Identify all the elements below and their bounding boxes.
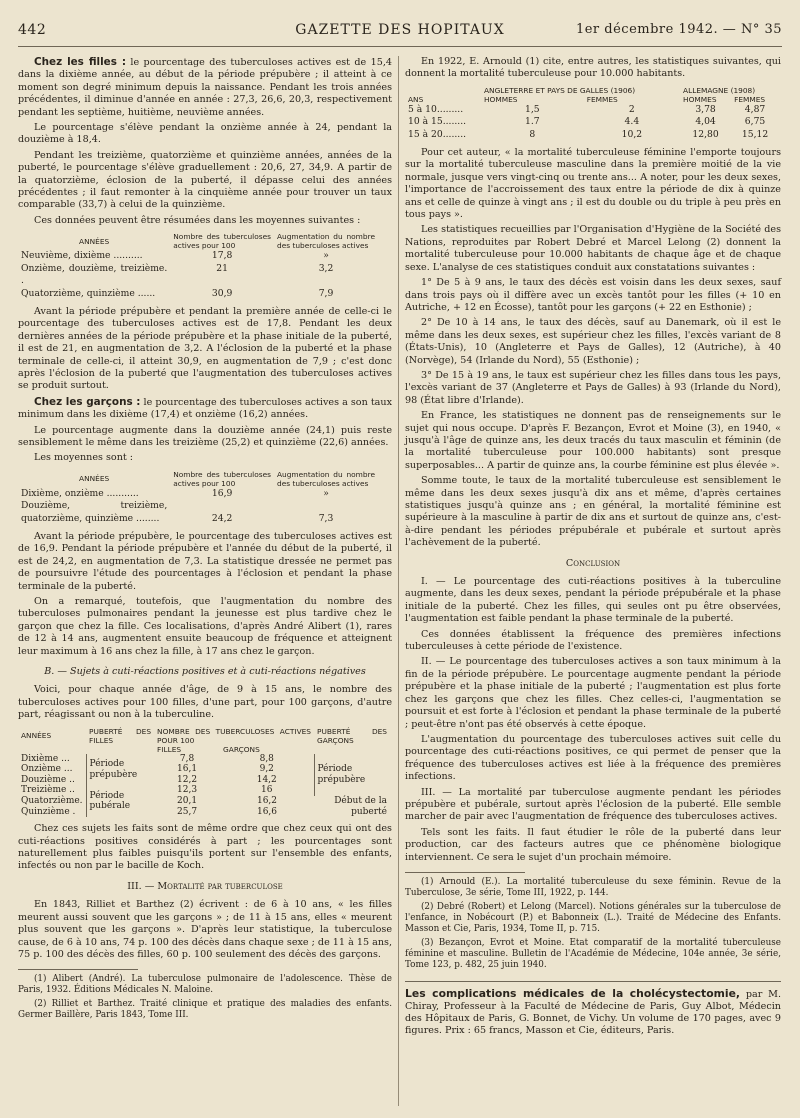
paragraph: Avant la période prépubère, le pourcentage des tuberculoses actives est de 16,9. Pendant la période prépubère et l'année du début de la puberté, il est de 24,2, en augmentation de 7,3. La statistique dressée ne permet pas de poursuivre l'étude des pourcentages à l'éclosion et pendant la phase terminale de la puberté. (18, 531, 392, 592)
table-row: 10 à 15........ 1.7 4.4 4,04 6,75 (408, 116, 766, 128)
paragraph: Tels sont les faits. Il faut étudier le rôle de la puberté dans leur production, car des facteurs autres que ce phénomène biologique interviennent. Ce sera le sujet d'un prochain mémoire. (405, 826, 781, 863)
footnote-rule (18, 969, 138, 970)
issue-date: 1er décembre 1942. — N° 35 (575, 22, 782, 37)
journal-title: GAZETTE DES HOPITAUX (295, 22, 505, 38)
paragraph: Les statistiques recueillies par l'Organisation d'Hygiène de la Société des Nations, reproduites par Robert Debré et Marcel Lelong (2) donnent la mortalité tuberculeuse pour 10.000 habitants de chaque âge et de chaque sexe. L'analyse de ces statistiques conduit aux constatations suivantes : (405, 224, 781, 273)
table-row: Onzième ... 16,1 9,2 (21, 764, 274, 775)
table-header: Nombre des tuberculoses actives pour 100 (173, 232, 271, 251)
footnote-rule (405, 872, 525, 873)
paragraph: Avant la période prépubère et pendant la première année de celle-ci le pourcentage des tuberculoses actives est de 17,8. Pendant les deux dernières années de la période prépubère et la phase initiale de la puberté, il est de 21, en augmentation de 3,2. A l'éclosion de la puberté et la phase terminale de celle-ci, il atteint 30,9, en augmentation de 7,9 ; c'est donc après l'éclosion de la puberté que l'augmentation des tuberculoses actives se produit surtout. (18, 305, 392, 392)
table-header: FEMMES (586, 94, 618, 104)
table-garcons-moyennes (18, 470, 378, 525)
table-row: Treizième .. Période pubérale 12,3 16 (18, 785, 390, 796)
subhead-filles: Chez les filles : (34, 56, 127, 68)
paragraph: Les moyennes sont : (34, 452, 134, 464)
paragraph: Chez ces sujets les faits sont de même ordre que chez ceux qui ont des cuti-réactions positives considérés à part ; les pourcentages sont naturellement plus faibles puisqu'ils portent sur l'ensemble des enfants, infectés ou non par le bacille de Koch. (18, 823, 392, 872)
table-row: Douzième, treizième, quatorzième, quinzième ........ 24,2 7,3 (21, 500, 334, 524)
table-row: Quinzième . 25,7 16,6 (21, 806, 278, 817)
table-header: ANGLETERRE ET PAYS DE GALLES (1906) (484, 85, 636, 95)
text: le pourcentage des tuberculoses actives a son taux minimum dans les dixième (17,4) et onzième (16,2) années. (18, 396, 392, 421)
table-row: Dixième ... Période prépubère 7,8 8,8 Période prépubère (18, 754, 390, 765)
table-header: HOMMES (683, 94, 717, 104)
section-heading-conclusion: Conclusion (565, 557, 621, 569)
paragraph: Ces données établissent la fréquence des premières infections tuberculeuses à cette période de l'existence. (405, 628, 781, 653)
paragraph (18, 56, 392, 119)
table-row: Dixième, onzième ........... 16,9 » (21, 487, 329, 499)
table-row: Douzième .. 12,2 14,2 (21, 774, 277, 785)
paragraph: Le pourcentage augmente dans la douzième année (24,1) puis reste sensiblement le même dans les treizième (25,2) et quinzième (22,6) années. (18, 424, 392, 448)
table-row: Quatorzième. 20,1 16,2 Début de la puberté (21, 796, 387, 817)
paragraph: Pendant les treizième, quatorzième et quinzième années, années de la puberté, le pourcentage s'élève graduellement : 20,6, 27, 34,9. A partir de la quatorzième, éclosion de la puberté, il dépasse celui des années précédentes ; il faut remonter à la cinquième année pour trouver un taux comparable (33,7) à celui de la quinzième. (18, 149, 392, 211)
book-review (405, 988, 781, 1037)
table-cuti-reactions (18, 727, 390, 818)
table-header: PUBERTÉ DES GARÇONS (317, 726, 387, 745)
text: le pourcentage des tuberculoses actives est de 15,4 dans la dixième année, au début de la période prépubère ; il atteint à ce moment son degré minimum depuis la naissance. Pendant les trois années précédentes, il diminue d'année en année : 27,3, 26,6, 20,3, respectivement pendant les septième, huitième, neuvième années. (18, 57, 392, 118)
paragraph: En 1922, E. Arnould (1) cite, entre autres, les statistiques suivantes, qui donnent la mortalité tuberculeuse pour 10.000 habitants. (405, 56, 781, 80)
paragraph: Somme toute, le taux de la mortalité tuberculeuse est sensiblement le même dans les deux sexes jusqu'à dix ans et même, d'après certaines statistiques jusqu'à quinze ans ; en général, la mortalité féminine est supérieure à la masculine à partir de dix ans et surtout de quinze ans, c'est-à-dire pendant les périodes prépubérale et pubérale et surtout après l'achèvement de la puberté. (405, 475, 781, 549)
review-body: par M. Chiray, Professeur à la Faculté de Médecine de Paris, Guy Albot, Médecin des Hôpitaux de Paris, G. Bonnet, de Vichy. Un volume de 170 pages, avec 9 figures. Prix : 65 francs, Masson et Cie, éditeurs, Paris. (405, 988, 782, 1036)
header-rule (18, 46, 782, 47)
paragraph: 3° De 15 à 19 ans, le taux est supérieur chez les filles dans tous les pays, l'excès variant de 37 (Angleterre et Pays de Galles) à 93 (Irlande du Nord), 98 (État libre d'Irlande). (405, 369, 781, 406)
footnote: (1) Arnould (E.). La mortalité tuberculeuse du sexe féminin. Revue de la Tuberculose, 3e série, Tome III, 1922, p. 144. (405, 876, 781, 898)
table-header: PUBERTÉ DES FILLES (89, 726, 152, 745)
table-header: Nombre des tuberculoses actives pour 100 (173, 469, 271, 488)
footnote: (2) Debré (Robert) et Lelong (Marcel). Notions générales sur la tuberculose de l'enfance, in Nobécourt (P.) et Babonneix (L.). Traité de Médecine des Enfants. Masson et Cie, Paris, 1934, Tome II, p. 715. (405, 901, 781, 934)
table-header: ANNÉES (79, 474, 110, 484)
table-row: Neuvième, dixième .......... 17,8 » (21, 250, 329, 262)
table-row: Onzième, douzième, treizième. . 21 3,2 (21, 262, 334, 287)
table-row: Quatorzième, quinzième ...... 30,9 7,9 (21, 287, 334, 299)
table-mortalite (405, 86, 779, 141)
paragraph: Ces données peuvent être résumées dans les moyennes suivantes : (34, 214, 361, 226)
review-rule (405, 981, 781, 982)
paragraph: L'augmentation du pourcentage des tuberculoses actives suit celle du pourcentage des cuti-réactions positives, ce qui permet de penser que la fréquence des tuberculoses actives est liée à la fréquence des premières infections. (405, 733, 781, 783)
paragraph: Voici, pour chaque année d'âge, de 9 à 15 ans, le nombre des tuberculoses actives pour 100 filles, d'une part, pour 100 garçons, d'autre part, réagissant ou non à la tuberculine. (18, 684, 392, 721)
column-divider (398, 56, 399, 1106)
section-heading-b: B. — Sujets à cuti-réactions positives et à cuti-réactions négatives (44, 666, 366, 678)
paragraph (18, 396, 392, 422)
right-column (405, 56, 781, 1040)
table-header: GARÇONS (223, 744, 260, 754)
paragraph: En 1843, Rilliet et Barthez (2) écrivent : de 6 à 10 ans, « les filles meurent aussi souvent que les garçons » ; de 11 à 15 ans, elles « meurent plus souvent que les garçons ». D'après leur statistique, la tuberculose cause, de 6 à 10 ans, 74 p. 100 des décès dans chaque sexe ; de 11 à 15 ans, 75 p. 100 des décès des filles, 60 p. 100 seulement des décès des garçons. (18, 899, 392, 960)
table-header: ANNÉES (21, 731, 52, 741)
table-row: 15 à 20........ 8 10,2 12,80 15,12 (408, 128, 769, 140)
footnote: (3) Bezançon, Evrot et Moine. Etat comparatif de la mortalité tuberculeuse féminine et masculine. Bulletin de l'Académie de Médecine, 104e année, 3e série, Tome 123, p. 482, 25 juin 1940. (405, 937, 781, 970)
subhead-garcons: Chez les garçons : (34, 395, 141, 408)
table-header: Augmentation du nombre des tuberculoses actives (277, 469, 375, 488)
paragraph: 2° De 10 à 14 ans, le taux des décès, sauf au Danemark, où il est le même dans les deux sexes, est supérieur chez les filles, l'excès variant de 8 (États-Unis), 10 (Angleterre et Pays de Galles), 12 (Autriche), à 40 (Norvège), 54 (Irlande du Nord), 55 (Esthonie) ; (405, 317, 781, 366)
paragraph: II. — Le pourcentage des tuberculoses actives a son taux minimum à la fin de la période prépubère. Le pourcentage augmente pendant la période prépubère et la phase initiale de la puberté ; l'augmentation est plus forte chez les garçons que chez les filles. Chez celles-ci, l'augmentation se poursuit et est forte à l'éclosion et pendant la phase terminale de la puberté ; peut-être n'ont pas été observés à cette époque. (405, 656, 781, 730)
paragraph: 1° De 5 à 9 ans, le taux des décès est voisin dans les deux sexes, sauf dans trois pays où il diffère avec un excès tantôt pour les filles (+ 10 en Autriche, + 12 en Écosse), tantôt pour les garçons (+ 22 en Esthonie) ; (405, 277, 781, 313)
review-title: Les complications médicales de la cholécystectomie, (405, 986, 741, 1000)
paragraph: I. — Le pourcentage des cuti-réactions positives à la tuberculine augmente, dans les deux sexes, pendant la période prépubérale et la phase initiale de la puberté. Chez les filles, qui seules ont pu être observées, l'augmentation est faible pendant la phase terminale de la puberté. (405, 576, 781, 625)
paragraph: En France, les statistiques ne donnent pas de renseignements sur le sujet qui nous occupe. D'après F. Bezançon, Evrot et Moine (3), en 1940, « jusqu'à l'âge de quinze ans, les deux tracés du taux masculin et féminin (de la mortalité tuberculeuse pour 100.000 habitants) sont presque superposables... A partir de quinze ans, la courbe féminine est plus élevée ». (405, 410, 781, 471)
table-header: ANS (408, 94, 424, 104)
table-header: HOMMES (484, 94, 518, 104)
section-heading-iii: III. — Mortalité par tuberculose (127, 880, 283, 892)
table-header: ANNÉES (79, 236, 110, 246)
footnote: (2) Rilliet et Barthez. Traité clinique et pratique des maladies des enfants. Germer Baillère, Paris 1843, Tome III. (18, 999, 392, 1021)
left-column (18, 56, 392, 1024)
table-header: FILLES (157, 744, 182, 754)
table-filles-moyennes (18, 232, 378, 300)
footnote: (1) Alibert (André). La tuberculose pulmonaire de l'adolescence. Thèse de Paris, 1932. Éditions Médicales N. Maloine. (18, 974, 392, 996)
paragraph: III. — La mortalité par tuberculose augmente pendant les périodes prépubère et pubérale, surtout après l'éclosion de la puberté. Elle semble marcher de pair avec l'augmentation de fréquence des tuberculoses actives. (405, 786, 781, 823)
table-header: Augmentation du nombre des tuberculoses actives (277, 232, 375, 251)
table-header: ALLEMAGNE (1908) (683, 85, 756, 95)
page-header (18, 22, 782, 48)
paragraph: Pour cet auteur, « la mortalité tuberculeuse féminine l'emporte toujours sur la mortalité tuberculeuse masculine dans la première moitié de la vie normale, jusque vers vingt-cinq ou trente ans... A noter, pour les deux sexes, l'importance de l'accroissement des taux entre la période de dix à quinze ans et celle de quinze à vingt ans ; il est du double ou du triple à peu près en tous pays ». (405, 147, 781, 221)
table-header: FEMMES (734, 94, 766, 104)
paragraph: Le pourcentage s'élève pendant la onzième année à 24, pendant la douzième à 18,4. (18, 122, 392, 146)
page-number: 442 (18, 22, 47, 38)
table-row: 5 à 10......... 1,5 2 3,78 4,87 (408, 103, 766, 115)
table-header: NOMBRE DES TUBERCULOSES ACTIVES POUR 100 (157, 726, 311, 745)
paragraph: On a remarqué, toutefois, que l'augmentation du nombre des tuberculoses pulmonaires pendant la jeunesse est plus tardive chez le garçon que chez la fille. Ces localisations, d'après André Alibert (1), rares de 12 à 14 ans, augmentent ensuite beaucoup de fréquence et atteignent leur maximum à 16 ans chez la fille, à 17 ans chez le garçon. (18, 596, 392, 657)
